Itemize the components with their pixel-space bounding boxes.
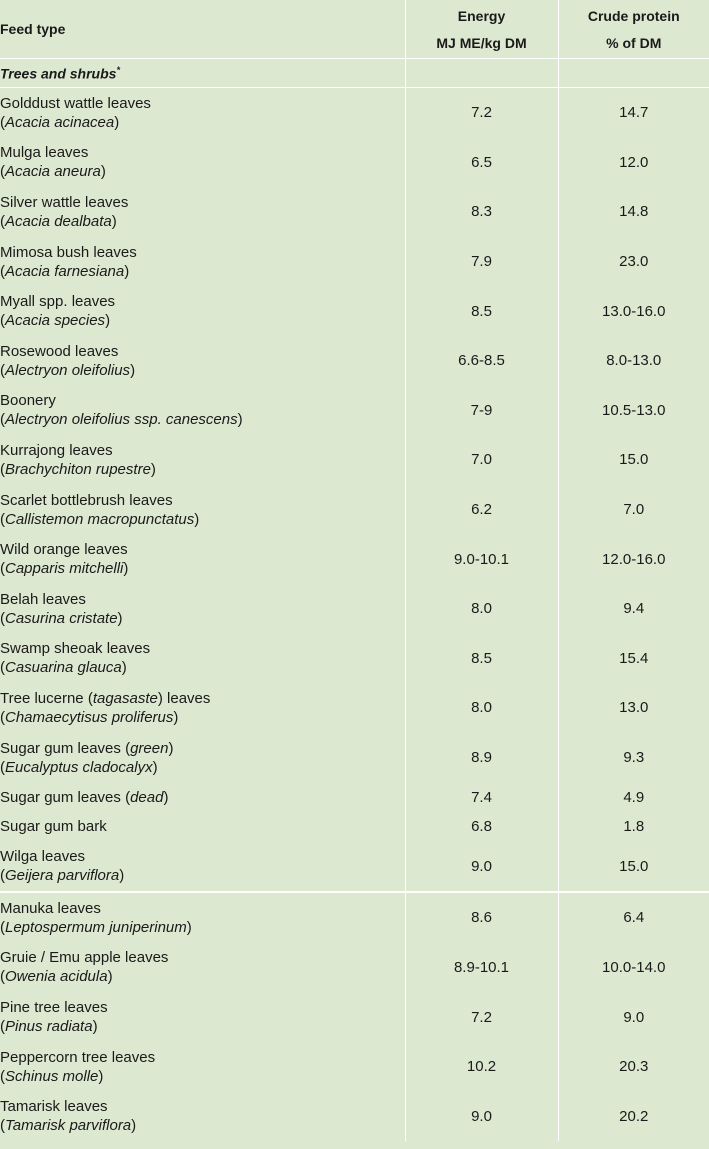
energy-value: 8.5	[405, 634, 558, 684]
table-row	[0, 733, 709, 783]
energy-value: 6.8	[405, 812, 558, 842]
section-footnote-marker: *	[116, 64, 120, 75]
header-protein	[558, 0, 709, 59]
feed-name-cell	[0, 943, 405, 993]
feed-latin-name: (Acacia aneura)	[0, 163, 106, 181]
feed-latin-name: (Geijera parviflora)	[0, 867, 125, 885]
table-row	[0, 992, 709, 1042]
protein-value: 20.3	[558, 1042, 709, 1092]
energy-value: 8.6	[405, 892, 558, 943]
protein-value: 14.8	[558, 187, 709, 237]
feed-name-cell	[0, 386, 405, 436]
feed-name-cell	[0, 1042, 405, 1092]
table-row	[0, 485, 709, 535]
table-row	[0, 584, 709, 634]
table-row	[0, 336, 709, 386]
energy-value: 6.5	[405, 138, 558, 188]
feed-latin-name: (Acacia farnesiana)	[0, 262, 130, 280]
header-energy-unit: MJ ME/kg DM	[436, 34, 527, 51]
feed-latin-name: (Pinus radiata)	[0, 1018, 98, 1036]
feed-name-cell	[0, 634, 405, 684]
feed-common-name: Rosewood leaves	[0, 342, 119, 360]
feed-name-cell	[0, 584, 405, 634]
table-row	[0, 88, 709, 138]
feed-name-cell	[0, 1091, 405, 1141]
feed-common-name: Boonery	[0, 392, 56, 410]
energy-value: 7-9	[405, 386, 558, 436]
feed-common-name: Swamp sheoak leaves	[0, 640, 151, 658]
protein-value: 8.0-13.0	[558, 336, 709, 386]
table-row	[0, 892, 709, 943]
table-row	[0, 842, 709, 893]
table-row	[0, 237, 709, 287]
feed-name-cell	[0, 237, 405, 287]
energy-value: 8.3	[405, 187, 558, 237]
feed-common-name: Golddust wattle leaves	[0, 94, 151, 112]
energy-value: 8.9-10.1	[405, 943, 558, 993]
feed-common-name: Sugar gum bark	[0, 818, 107, 836]
energy-value: 7.4	[405, 782, 558, 812]
feed-common-name: Gruie / Emu apple leaves	[0, 949, 169, 967]
protein-value: 10.0-14.0	[558, 943, 709, 993]
feed-latin-name: (Capparis mitchelli)	[0, 560, 129, 578]
feed-latin-name: (Schinus molle)	[0, 1067, 104, 1085]
table-row	[0, 683, 709, 733]
energy-value: 7.2	[405, 992, 558, 1042]
protein-value: 9.4	[558, 584, 709, 634]
table-row	[0, 187, 709, 237]
protein-value: 7.0	[558, 485, 709, 535]
energy-value: 9.0	[405, 1091, 558, 1141]
energy-value: 9.0-10.1	[405, 534, 558, 584]
feed-common-name: Belah leaves	[0, 590, 86, 608]
feed-name-cell	[0, 88, 405, 138]
feed-name-cell	[0, 435, 405, 485]
energy-value: 10.2	[405, 1042, 558, 1092]
protein-value: 15.0	[558, 842, 709, 893]
feed-name-cell	[0, 812, 405, 842]
protein-value: 12.0	[558, 138, 709, 188]
feed-latin-name: (Tamarisk parviflora)	[0, 1117, 137, 1135]
energy-value: 7.2	[405, 88, 558, 138]
feed-common-name: Mimosa bush leaves	[0, 243, 137, 261]
table-row	[0, 435, 709, 485]
feed-latin-name: (Alectryon oleifolius)	[0, 361, 136, 379]
feed-name-cell	[0, 286, 405, 336]
section-row	[0, 59, 709, 88]
feed-latin-name: (Acacia acinacea)	[0, 113, 120, 131]
energy-value: 8.0	[405, 683, 558, 733]
energy-value: 8.0	[405, 584, 558, 634]
protein-value: 20.2	[558, 1091, 709, 1141]
table-row	[0, 782, 709, 812]
feed-common-name: Tamarisk leaves	[0, 1098, 108, 1116]
table-row	[0, 386, 709, 436]
feed-common-name: Peppercorn tree leaves	[0, 1048, 156, 1066]
feed-common-name: Sugar gum leaves (dead)	[0, 788, 169, 806]
protein-value: 15.0	[558, 435, 709, 485]
feed-common-name: Sugar gum leaves (green)	[0, 739, 174, 757]
protein-value: 4.9	[558, 782, 709, 812]
protein-value: 6.4	[558, 892, 709, 943]
table-row	[0, 286, 709, 336]
feed-latin-name: (Casuarina glauca)	[0, 659, 127, 677]
feed-latin-name: (Casurina cristate)	[0, 609, 123, 627]
feed-name-cell	[0, 534, 405, 584]
feed-common-name: Kurrajong leaves	[0, 441, 113, 459]
protein-value: 9.3	[558, 733, 709, 783]
table-row	[0, 534, 709, 584]
feed-common-name: Wild orange leaves	[0, 541, 128, 559]
feed-latin-name: (Acacia species)	[0, 312, 111, 330]
feed-common-name: Manuka leaves	[0, 899, 101, 917]
feed-common-name: Silver wattle leaves	[0, 193, 129, 211]
feed-latin-name: (Brachychiton rupestre)	[0, 460, 156, 478]
table-row	[0, 1091, 709, 1141]
protein-value: 12.0-16.0	[558, 534, 709, 584]
protein-value: 23.0	[558, 237, 709, 287]
table-header	[0, 0, 709, 59]
protein-value: 9.0	[558, 992, 709, 1042]
protein-value: 13.0	[558, 683, 709, 733]
header-protein-unit: % of DM	[606, 34, 662, 51]
feed-common-name: Scarlet bottlebrush leaves	[0, 491, 173, 509]
feed-latin-name: (Chamaecytisus proliferus)	[0, 708, 179, 726]
header-energy	[405, 0, 558, 59]
energy-value: 8.5	[405, 286, 558, 336]
feed-latin-name: (Leptospermum juniperinum)	[0, 918, 192, 936]
feed-name-cell	[0, 992, 405, 1042]
table-row	[0, 812, 709, 842]
protein-value: 13.0-16.0	[558, 286, 709, 336]
table-row	[0, 634, 709, 684]
feed-latin-name: (Callistemon macropunctatus)	[0, 510, 200, 528]
feed-common-name: Mulga leaves	[0, 144, 89, 162]
energy-value: 7.9	[405, 237, 558, 287]
feed-name-cell	[0, 782, 405, 812]
table-row	[0, 1042, 709, 1092]
feed-latin-name: (Owenia acidula)	[0, 968, 113, 986]
feed-common-name: Tree lucerne (tagasaste) leaves	[0, 689, 211, 707]
feed-name-cell	[0, 892, 405, 943]
feed-common-name: Pine tree leaves	[0, 999, 108, 1017]
energy-value: 6.6-8.5	[405, 336, 558, 386]
feed-latin-name: (Acacia dealbata)	[0, 212, 117, 230]
header-energy-title: Energy	[457, 7, 506, 24]
protein-value: 10.5-13.0	[558, 386, 709, 436]
feed-common-name: Myall spp. leaves	[0, 293, 116, 311]
table-row	[0, 943, 709, 993]
header-feed-type: Feed type	[0, 0, 405, 59]
feed-name-cell	[0, 683, 405, 733]
feed-name-cell	[0, 336, 405, 386]
header-protein-title: Crude protein	[587, 7, 680, 24]
section-title: Trees and shrubs*	[0, 59, 405, 88]
feed-latin-name: (Eucalyptus cladocalyx)	[0, 758, 158, 776]
energy-value: 8.9	[405, 733, 558, 783]
energy-value: 6.2	[405, 485, 558, 535]
feed-name-cell	[0, 485, 405, 535]
protein-value: 1.8	[558, 812, 709, 842]
feed-latin-name: (Alectryon oleifolius ssp. canescens)	[0, 411, 243, 429]
energy-value: 7.0	[405, 435, 558, 485]
feed-name-cell	[0, 187, 405, 237]
feed-name-cell	[0, 733, 405, 783]
feed-name-cell	[0, 842, 405, 893]
protein-value: 15.4	[558, 634, 709, 684]
table-row	[0, 138, 709, 188]
energy-value: 9.0	[405, 842, 558, 893]
feed-common-name: Wilga leaves	[0, 848, 86, 866]
protein-value: 14.7	[558, 88, 709, 138]
feed-name-cell	[0, 138, 405, 188]
